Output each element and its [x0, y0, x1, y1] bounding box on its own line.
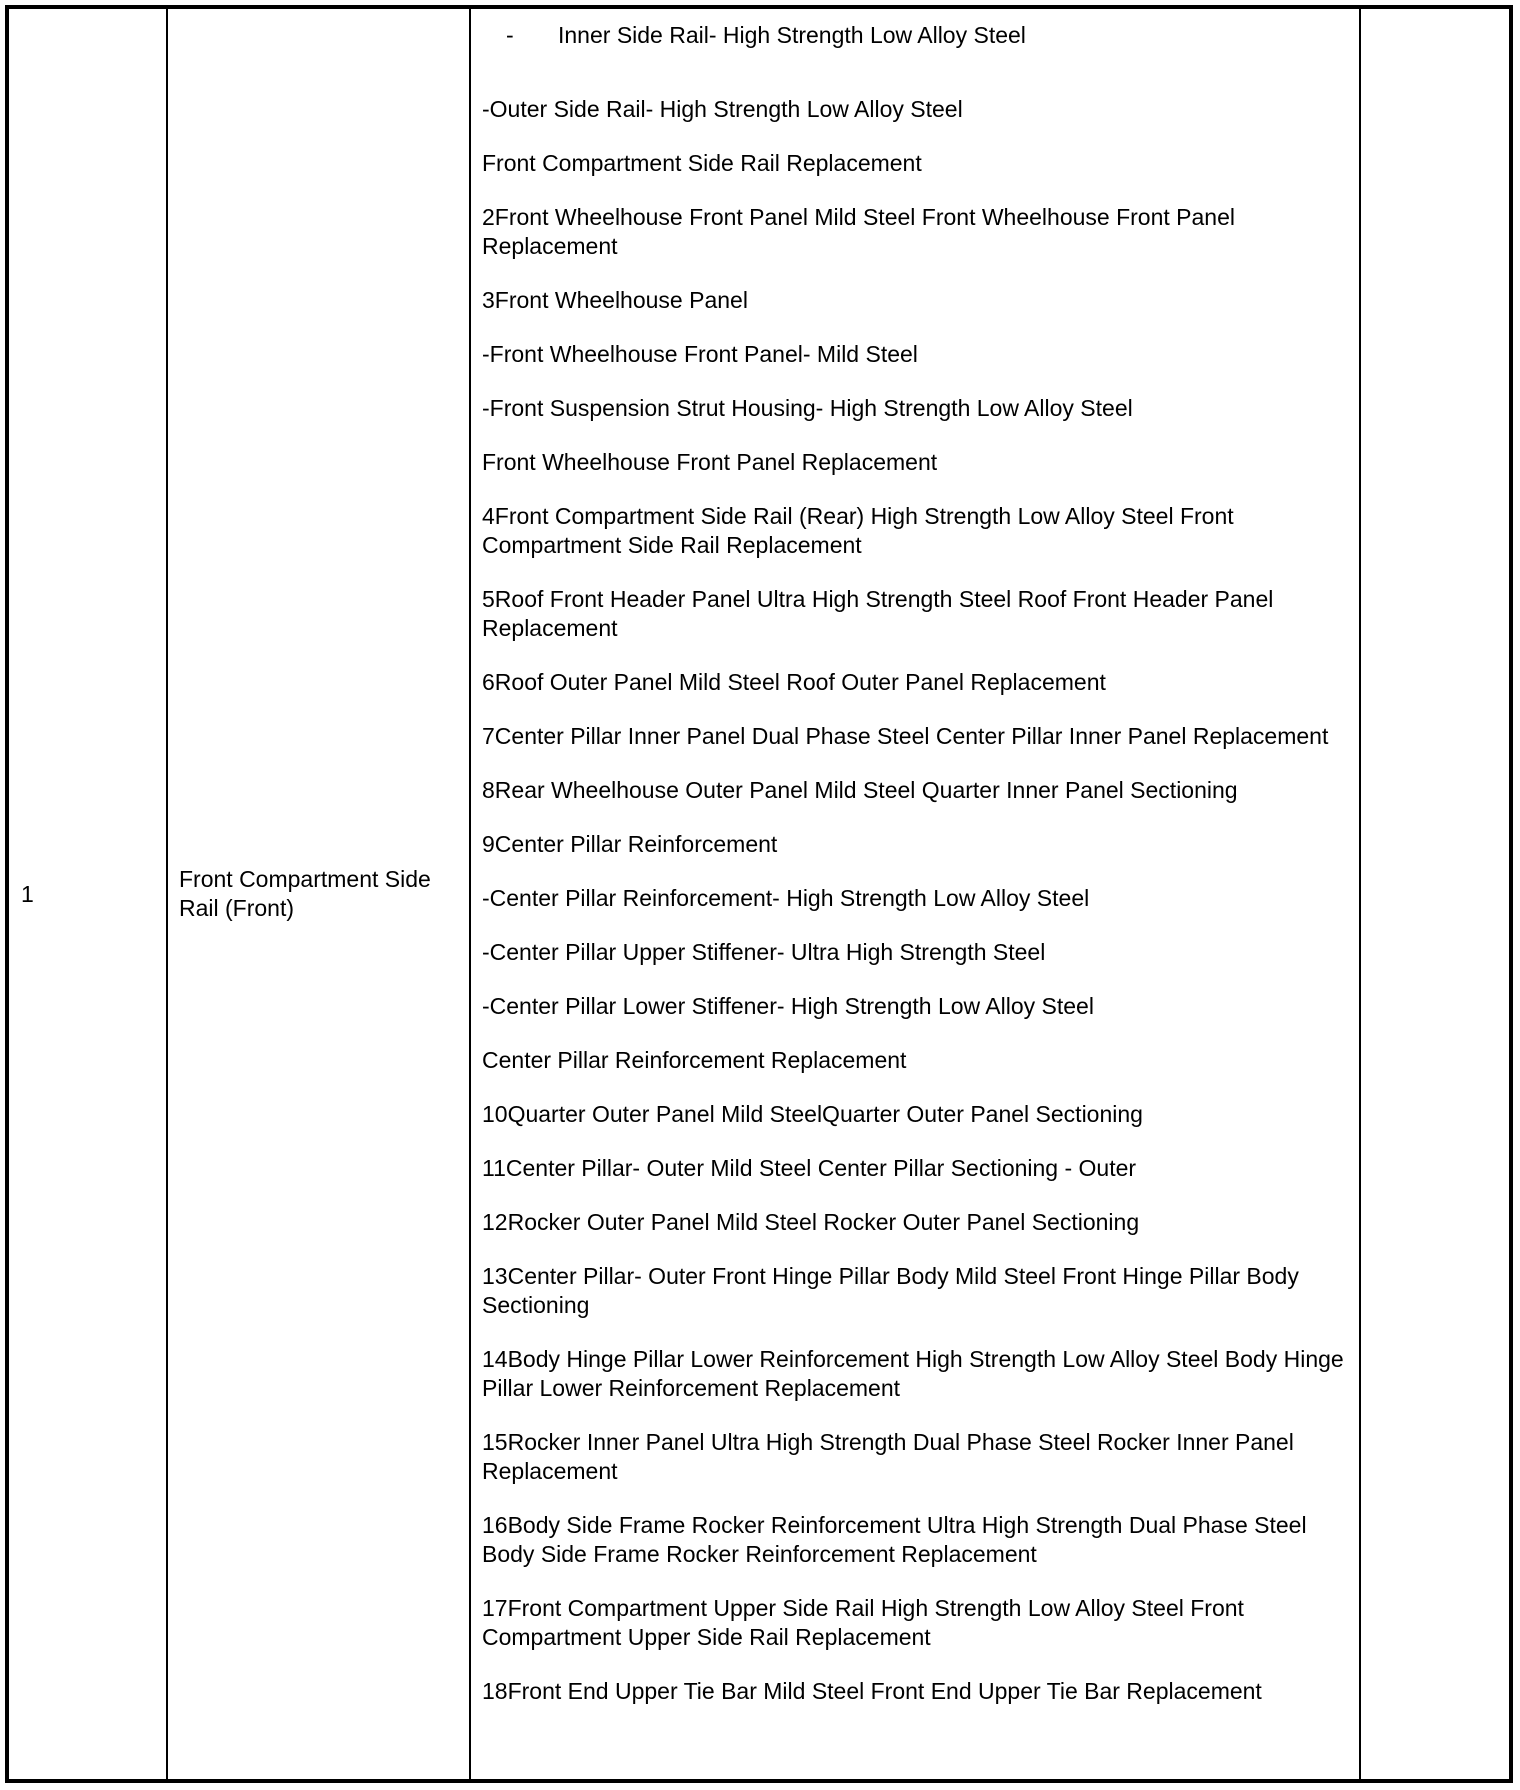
component-name: Front Compartment Side Rail (Front)	[179, 866, 431, 921]
row-number: 1	[21, 880, 34, 907]
description-line: Center Pillar Reinforcement Replacement	[482, 1047, 907, 1073]
description-line: Front Compartment Side Rail Replacement	[482, 150, 922, 176]
description-line: 11Center Pillar- Outer Mild Steel Center Pillar Sectioning - Outer	[482, 1155, 1137, 1181]
description-line: 18Front End Upper Tie Bar Mild Steel Front End Upper Tie Bar Replacement	[482, 1678, 1262, 1704]
description-line: 17Front Compartment Upper Side Rail High Strength Low Alloy Steel Front Compartment Upper Side Rail Replacement	[482, 1595, 1244, 1650]
parts-table	[5, 5, 1513, 1783]
description-line: 6Roof Outer Panel Mild Steel Roof Outer Panel Replacement	[482, 669, 1106, 695]
description-line: 2Front Wheelhouse Front Panel Mild Steel Front Wheelhouse Front Panel Replacement	[482, 204, 1235, 259]
description-first-line	[482, 21, 1349, 50]
description-line: 8Rear Wheelhouse Outer Panel Mild Steel Quarter Inner Panel Sectioning	[482, 777, 1238, 803]
description-line: Front Wheelhouse Front Panel Replacement	[482, 449, 938, 475]
description-line: 7Center Pillar Inner Panel Dual Phase Steel Center Pillar Inner Panel Replacement	[482, 723, 1329, 749]
list-dash: -	[506, 22, 514, 48]
description-line: 13Center Pillar- Outer Front Hinge Pillar Body Mild Steel Front Hinge Pillar Body Sectioning	[482, 1263, 1299, 1318]
row-number-cell	[7, 7, 167, 1781]
table-row	[7, 7, 1511, 1781]
description-line: 15Rocker Inner Panel Ultra High Strength Dual Phase Steel Rocker Inner Panel Replacement	[482, 1429, 1294, 1484]
empty-cell	[1360, 7, 1511, 1781]
description-line: 14Body Hinge Pillar Lower Reinforcement High Strength Low Alloy Steel Body Hinge Pillar Lower Reinforcement Replacement	[482, 1346, 1344, 1401]
first-line-text: Inner Side Rail- High Strength Low Alloy Steel	[558, 22, 1026, 48]
description-line: -Front Wheelhouse Front Panel- Mild Steel	[482, 341, 918, 367]
description-line: -Center Pillar Upper Stiffener- Ultra High Strength Steel	[482, 939, 1046, 965]
description-line: 4Front Compartment Side Rail (Rear) High Strength Low Alloy Steel Front Compartment Side Rail Replacement	[482, 503, 1234, 558]
description-line: -Outer Side Rail- High Strength Low Alloy Steel	[482, 96, 963, 122]
description-line: -Center Pillar Lower Stiffener- High Strength Low Alloy Steel	[482, 993, 1094, 1019]
description-line: 3Front Wheelhouse Panel	[482, 287, 748, 313]
component-cell	[167, 7, 470, 1781]
description-line: 5Roof Front Header Panel Ultra High Strength Steel Roof Front Header Panel Replacement	[482, 586, 1274, 641]
description-line: -Front Suspension Strut Housing- High Strength Low Alloy Steel	[482, 395, 1133, 421]
description-line: 16Body Side Frame Rocker Reinforcement Ultra High Strength Dual Phase Steel Body Side Frame Rocker Reinforcement Replacement	[482, 1512, 1307, 1567]
description-line: 10Quarter Outer Panel Mild SteelQuarter Outer Panel Sectioning	[482, 1101, 1143, 1127]
description-line: -Center Pillar Reinforcement- High Strength Low Alloy Steel	[482, 885, 1090, 911]
description-cell	[470, 7, 1360, 1781]
description-line: 9Center Pillar Reinforcement	[482, 831, 778, 857]
description-line: 12Rocker Outer Panel Mild Steel Rocker Outer Panel Sectioning	[482, 1209, 1140, 1235]
